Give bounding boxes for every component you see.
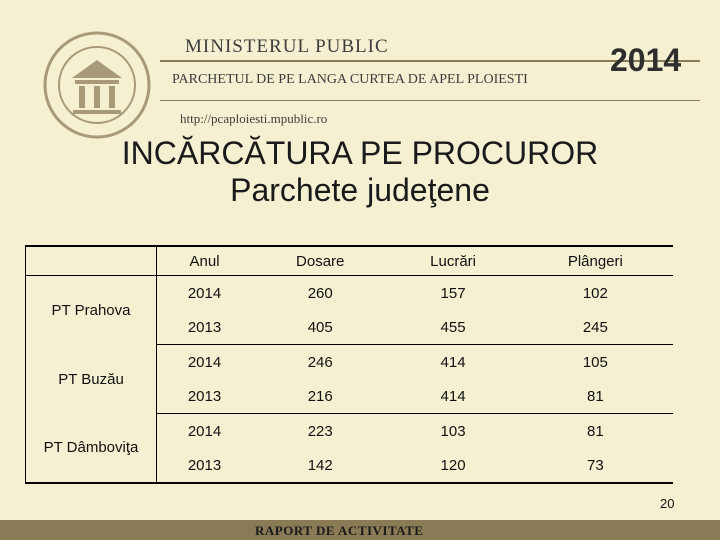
row-label-prahova: PT Prahova [26,276,157,345]
column-header-lucrari: Lucrări [388,246,517,276]
table-row [26,345,674,380]
cell-dosare: 246 [307,353,333,371]
report-header [0,0,720,135]
table-header-empty [26,246,157,276]
header-rule-thin [160,100,700,101]
slide-title [0,135,720,172]
website-url[interactable]: http://pcaploiesti.mpublic.ro [180,111,328,126]
cell-plangeri: 102 [582,284,608,302]
cell-plangeri: 81 [518,379,673,414]
prosecutor-office-name: PARCHETUL DE PE LANGA CURTEA DE APEL PLOIESTI [172,72,528,87]
slide-title-text: INCĂRCĂTURA PE PROCUROR [121,135,599,171]
table-header-row [26,246,674,276]
institution-seal-logo [42,30,152,140]
cell-plangeri: 81 [587,422,604,440]
cell-plangeri: 245 [518,310,673,345]
table-row [26,414,674,449]
ministry-name: MINISTERUL PUBLIC [185,36,389,57]
cell-dosare: 142 [252,448,388,483]
cell-lucrari: 414 [388,379,517,414]
cell-lucrari: 414 [440,353,466,371]
column-header-plangeri: Plângeri [518,246,673,276]
column-header-dosare: Dosare [252,246,388,276]
row-label-buzau: PT Buzău [26,345,157,414]
cell-dosare: 216 [252,379,388,414]
cell-plangeri: 73 [518,448,673,483]
cell-dosare: 223 [307,422,333,440]
row-label-dambovita: PT Dâmboviţa [26,414,157,484]
cell-lucrari: 103 [440,422,466,440]
report-year: 2014 [610,42,682,78]
cell-year: 2013 [157,310,253,345]
page-number: 20 [660,496,675,511]
cell-year: 2014 [187,353,222,371]
workload-table [25,245,673,484]
cell-plangeri: 105 [582,353,608,371]
cell-lucrari: 455 [388,310,517,345]
table-row [26,276,674,311]
cell-year: 2014 [187,422,222,440]
cell-dosare: 405 [252,310,388,345]
cell-year: 2013 [157,448,253,483]
cell-dosare: 260 [307,284,333,302]
cell-lucrari: 157 [440,284,466,302]
cell-year: 2013 [157,379,253,414]
footer-label: RAPORT DE ACTIVITATE [255,523,424,538]
column-header-year: Anul [157,246,253,276]
cell-lucrari: 120 [388,448,517,483]
cell-year: 2014 [187,284,222,302]
slide-subtitle: Parchete judeţene [230,172,490,208]
